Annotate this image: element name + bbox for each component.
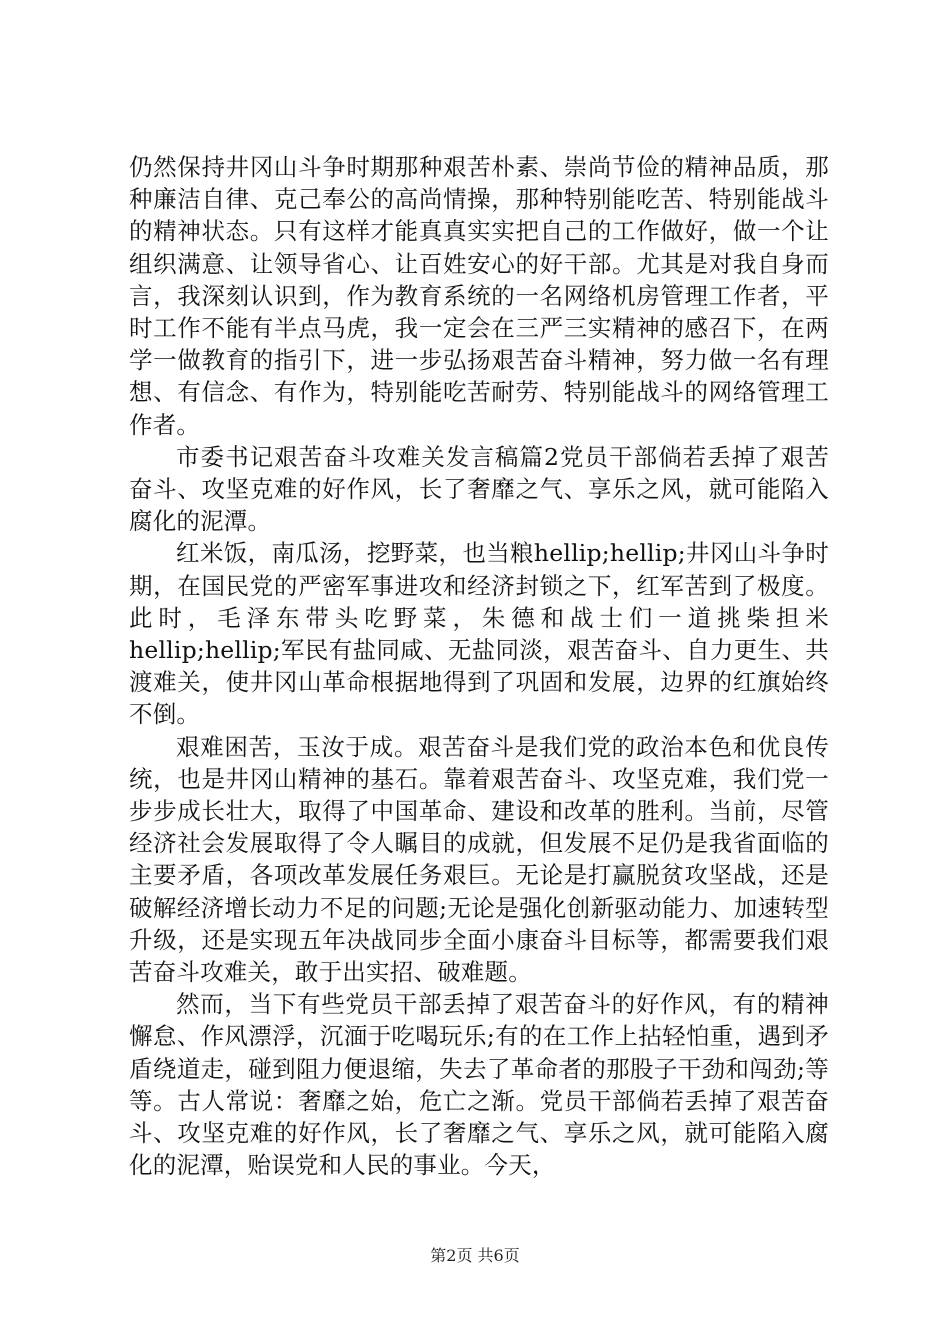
paragraph-5: 然而，当下有些党员干部丢掉了艰苦奋斗的好作风，有的精神懈怠、作风漂浮，沉湎于吃喝玩乐;有的在工作上拈轻怕重，遇到矛盾绕道走，碰到阻力便退缩，失去了革命者的那股子干劲和闯劲;等等。古人常说：奢靡之始，危亡之渐。党员干部倘若丢掉了艰苦奋斗、攻坚克难的好作风，长了奢靡之气、享乐之风，就可能陷入腐化的泥潭，贻误党和人民的事业。今天， <box>129 990 829 1180</box>
paragraph-3: 红米饭，南瓜汤，挖野菜，也当粮hellip;hellip;井冈山斗争时期，在国民党的严密军事进攻和经济封锁之下，红军苦到了极度。此时，毛泽东带头吃野菜，朱德和战士们一道挑柴担米hellip;hellip;军民有盐同咸、无盐同淡，艰苦奋斗、自力更生、共渡难关，使井冈山革命根据地得到了巩固和发展，边界的红旗始终不倒。 <box>129 539 829 729</box>
paragraph-4: 艰难困苦，玉汝于成。艰苦奋斗是我们党的政治本色和优良传统，也是井冈山精神的基石。靠着艰苦奋斗、攻坚克难，我们党一步步成长壮大，取得了中国革命、建设和改革的胜利。当前，尽管经济社会发展取得了令人瞩目的成就，但发展不足仍是我省面临的主要矛盾，各项改革发展任务艰巨。无论是打赢脱贫攻坚战，还是破解经济增长动力不足的问题;无论是强化创新驱动能力、加速转型升级，还是实现五年决战同步全面小康奋斗目标等，都需要我们艰苦奋斗攻难关，敢于出实招、破难题。 <box>129 732 829 987</box>
page-footer: 第2页 共6页 <box>430 1246 520 1265</box>
paragraph-2: 市委书记艰苦奋斗攻难关发言稿篇2党员干部倘若丢掉了艰苦奋斗、攻坚克难的好作风，长了奢靡之气、享乐之风，就可能陷入腐化的泥潭。 <box>129 442 829 536</box>
document-body <box>129 151 829 1182</box>
paragraph-1: 仍然保持井冈山斗争时期那种艰苦朴素、崇尚节俭的精神品质，那种廉洁自律、克己奉公的高尚情操，那种特别能吃苦、特别能战斗的精神状态。只有这样才能真真实实把自己的工作做好，做一个让组织满意、让领导省心、让百姓安心的好干部。尤其是对我自身而言，我深刻认识到，作为教育系统的一名网络机房管理工作者，平时工作不能有半点马虎，我一定会在三严三实精神的感召下，在两学一做教育的指引下，进一步弘扬艰苦奋斗精神，努力做一名有理想、有信念、有作为，特别能吃苦耐劳、特别能战斗的网络管理工作者。 <box>129 153 829 439</box>
